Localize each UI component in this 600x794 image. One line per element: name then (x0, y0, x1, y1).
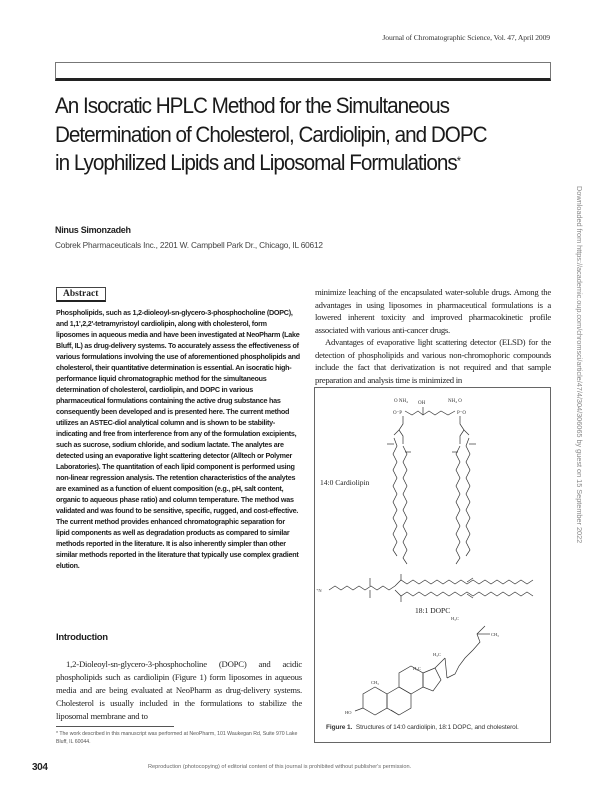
footnote-rule (56, 726, 174, 727)
download-watermark-text: Downloaded from https://academic.oup.com/chromsci/article/47/4/304/306065 by guest on 15 September 2022 (575, 186, 584, 544)
chemical-structures-diagram (315, 388, 550, 742)
svg-text:H₃C: H₃C (451, 616, 459, 621)
figure-1 (314, 387, 551, 743)
svg-text:H₃C: H₃C (433, 652, 441, 657)
abstract-text: Phospholipids, such as 1,2-dioleoyl-sn-glycero-3-phosphocholine (DOPC), and 1,1',2,2'-tetramyristoyl cardiolipin, along with cholesterol, form liposomes in aqueous media and have been investigated at NeoPharm (Lake Bluff, IL) as drug-delivery systems. To accurately assess the effectiveness of various formulations involving the use of aforementioned phospholipids and cholesterol, their quantitative determination is essential. An isocratic high-performance liquid chromatographic method for the simultaneous determination of cholesterol, cardiolipin, and DOPC in various pharmaceutical formulations containing the active drug substance has consequently been developed and is presented here. The current method utilizes an ASTEC-diol analytical column and is shown to be stability-indicating and free from interference from any of the formulation excipients, such as sucrose, sodium chloride, and sodium lactate. The analytes are detected using an evaporative light scattering detector (Alltech or Polymer Laboratories). The quantitation of each lipid component is performed using non-linear regression analysis. The retention characteristics of the analytes are examined as a function of eluent composition (e.g., pH, salt content, organic to aqueous phase ratio) and column temperature. The method was validated and was found to be sensitive, specific, rugged, and cost-effective. The current method provides enhanced chromatographic separation for lipid components as well as degradation products as compared to similar methods reported in the literature. It is also inherently simpler than other similar methods reported in the literature that typically use complex gradient elution. (56, 308, 300, 570)
article-title (55, 92, 515, 178)
author-name: Ninus Simonzadeh (55, 225, 131, 235)
download-watermark (574, 186, 584, 596)
figure-caption-label: Figure 1. (326, 724, 353, 731)
title-line-3: in Lyophilized Lipids and Liposomal Formulations* (55, 150, 461, 175)
svg-text:CH₃: CH₃ (491, 632, 499, 637)
journal-citation: Journal of Chromatographic Science, Vol. 47, April 2009 (382, 33, 550, 42)
title-line-1: An Isocratic HPLC Method for the Simultaneous (55, 93, 449, 118)
col2-paragraph-1: minimize leaching of the encapsulated water-soluble drugs. Among the advantages in using liposomes in pharmaceutical formulations is a lowered inherent toxicity and improved pharmacokinetic profile associated with various anti-cancer drugs. (315, 287, 551, 335)
introduction-paragraph (56, 658, 302, 723)
cardiolipin-label: 14:0 Cardiolipin (320, 478, 370, 487)
figure-caption (326, 724, 519, 731)
svg-text:O⁻P: O⁻P (393, 411, 403, 416)
svg-text:⁺N: ⁺N (316, 588, 322, 593)
dopc-label: 18:1 DOPC (415, 606, 451, 615)
figure-caption-text: Structures of 14:0 cardiolipin, 18:1 DOPC, and cholesterol. (355, 724, 519, 731)
author-affiliation: Cobrek Pharmaceuticals Inc., 2201 W. Campbell Park Dr., Chicago, IL 60612 (55, 240, 323, 250)
svg-text:HO: HO (345, 710, 352, 715)
intro-paragraph-1: 1,2-Dioleoyl-sn-glycero-3-phosphocholine (DOPC) and acidic phospholipids such as cardiolipin (Figure 1) form liposomes in aqueous media and are being evaluated at NeoPharm as drug-delivery systems. Cholesterol is usually included in the formulations to stabilize the liposomal membrane and to (56, 659, 302, 721)
footnote: * The work described in this manuscript was performed at NeoPharm, 101 Waukegan Rd, Suite 970 Lake Bluff, IL 60044. (56, 731, 298, 745)
col2-paragraph-2: Advantages of evaporative light scattering detector (ELSD) for the detection of phospholipids and various non-chromophoric compounds include the fact that derivatization is not required and that sample preparation and analysis time is minimized in (315, 337, 551, 385)
header-rule-box (55, 62, 551, 81)
svg-text:NH₄ O: NH₄ O (448, 399, 462, 404)
svg-text:P⁻O: P⁻O (457, 411, 467, 416)
right-column-text (315, 286, 551, 386)
title-footnote-marker: * (456, 154, 461, 168)
svg-text:CH₃: CH₃ (371, 680, 379, 685)
abstract-heading: Abstract (56, 287, 106, 302)
reproduction-notice: Reproduction (photocopying) of editorial content of this journal is prohibited without publisher's permission. (148, 764, 412, 770)
title-line-2: Determination of Cholesterol, Cardiolipin, and DOPC (55, 121, 487, 147)
page-number: 304 (32, 762, 48, 773)
svg-text:H₃C: H₃C (413, 666, 421, 671)
svg-text:O NH₄: O NH₄ (394, 399, 408, 404)
svg-text:OH: OH (418, 401, 426, 406)
introduction-heading: Introduction (56, 632, 108, 643)
